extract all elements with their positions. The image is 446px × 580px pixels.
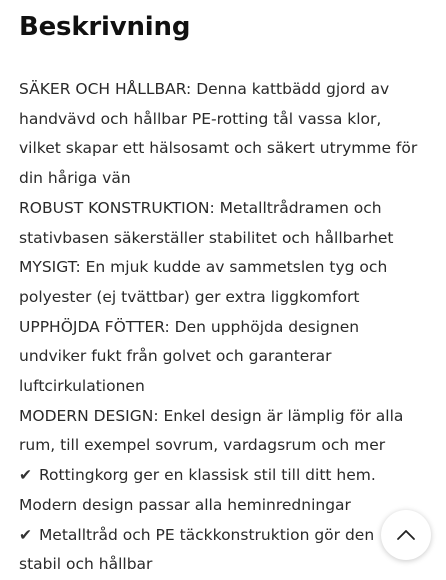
- chevron-up-icon: [396, 529, 416, 541]
- description-line: SÄKER OCH HÅLLBAR: Denna kattbädd gjord av: [19, 80, 390, 98]
- check-mark-icon: ✔: [19, 466, 32, 485]
- description-line: din håriga vän: [19, 169, 131, 188]
- description-line: rum, till exempel sovrum, vardagsrum och mer: [19, 436, 386, 455]
- description-line-text: Rottingkorg ger en klassisk stil till ditt hem.: [38, 466, 376, 485]
- scroll-to-top-button[interactable]: [381, 510, 431, 560]
- description-line: UPPHÖJDA FÖTTER: Den upphöjda designen: [19, 317, 360, 336]
- description-line: polyester (ej tvättbar) ger extra liggkomfort: [19, 287, 360, 306]
- check-mark-icon: ✔: [19, 525, 32, 544]
- description-line: MODERN DESIGN: Enkel design är lämplig för alla: [19, 406, 404, 425]
- description-line: Modern design passar alla heminredningar: [19, 495, 351, 514]
- description-line: handvävd och hållbar PE-rotting tål vassa klor,: [19, 109, 382, 128]
- description-line: undviker fukt från golvet och garanterar: [19, 347, 332, 366]
- description-line: stativbasen säkerställer stabilitet och hållbarhet: [19, 228, 394, 247]
- section-title: Beskrivning: [19, 12, 191, 42]
- description-line: ROBUST KONSTRUKTION: Metalltrådramen och: [19, 198, 382, 217]
- description-bullet-line: [19, 521, 439, 551]
- description-line: stabil och hållbar: [19, 555, 153, 574]
- description-line: MYSIGT: En mjuk kudde av sammetslen tyg och: [19, 258, 388, 277]
- description-bullet-line: [19, 461, 439, 491]
- product-description: [19, 75, 439, 580]
- description-line: vilket skapar ett hälsosamt och säkert utrymme för: [19, 139, 418, 158]
- description-line: luftcirkulationen: [19, 377, 145, 396]
- description-line-text: Metalltråd och PE täckkonstruktion gör den: [38, 525, 375, 544]
